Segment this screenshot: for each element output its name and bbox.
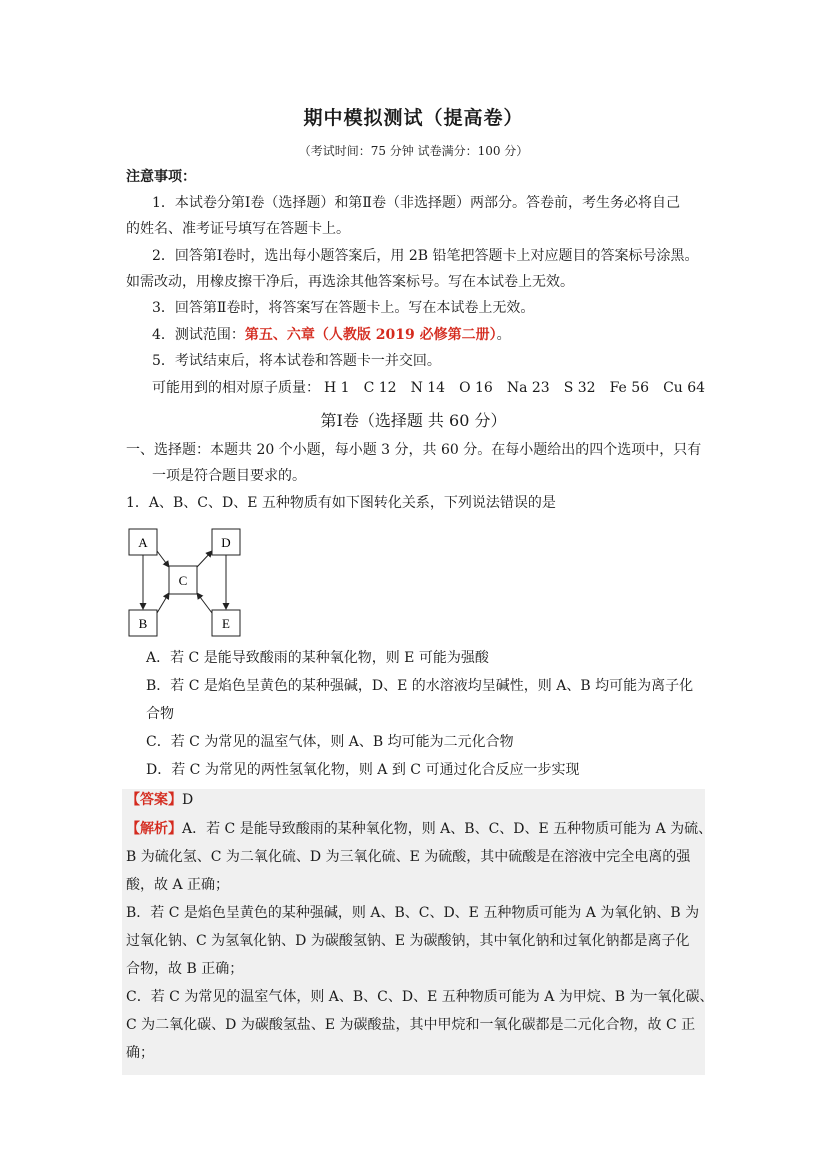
label-d: D: [221, 535, 231, 550]
answer-line: [126, 790, 193, 810]
atomic-mass-label: 可能用到的相对原子质量：: [152, 380, 320, 396]
label-a: A: [138, 535, 148, 550]
section-instruction-line1: 一、选择题：本题共 20 个小题，每小题 3 分，共 60 分。在每小题给出的四个选项中，只有: [126, 442, 702, 458]
question-1-stem: 1．A、B、C、D、E 五种物质有如下图转化关系，下列说法错误的是: [126, 495, 556, 511]
label-e: E: [222, 616, 230, 631]
label-c: C: [178, 573, 188, 588]
option-a: A．若 C 是能导致酸雨的某种氧化物，则 E 可能为强酸: [146, 650, 489, 666]
analysis-c-line2: C 为二氧化碳、D 为碳酸氢盐、E 为碳酸盐，其中甲烷和一氧化碳都是二元化合物，故 C 正: [126, 1017, 696, 1033]
analysis-c-line1: C．若 C 为常见的温室气体，则 A、B、C、D、E 五种物质可能为 A 为甲烷、B 为一氧化碳、: [126, 989, 714, 1005]
section-instruction-line2: 一项是符合题目要求的。: [152, 468, 306, 484]
label-b: B: [138, 616, 148, 631]
option-b-line2: 合物: [146, 706, 174, 722]
exam-subtitle: （考试时间：75 分钟 试卷满分：100 分）: [298, 144, 529, 158]
analysis-a-line1: [126, 819, 712, 839]
answer-value: D: [182, 792, 194, 808]
atomic-mass-s: S 32: [563, 380, 596, 396]
atomic-mass-line: [152, 378, 719, 398]
notice-item-1-line1: 1．本试卷分第Ⅰ卷（选择题）和第Ⅱ卷（非选择题）两部分。答卷前，考生务必将自己: [152, 195, 680, 211]
atomic-mass-o: O 16: [459, 380, 493, 396]
analysis-tag: 【解析】: [126, 821, 182, 837]
conversion-diagram: [126, 523, 246, 641]
notice-heading: 注意事项：: [126, 169, 196, 185]
atomic-mass-na: Na 23: [506, 380, 550, 396]
arrow-c-to-d: [197, 551, 212, 567]
analysis-c-line3: 确；: [126, 1045, 154, 1061]
analysis-b-line1: B．若 C 是焰色呈黄色的某种强碱，则 A、B、C、D、E 五种物质可能为 A 为氧化钠、B 为: [126, 905, 700, 921]
atomic-mass-n: N 14: [410, 380, 446, 396]
option-c: C．若 C 为常见的温室气体，则 A、B 均可能为二元化合物: [146, 734, 514, 750]
atomic-mass-h: H 1: [324, 380, 350, 396]
atomic-mass-cu: Cu 64: [663, 380, 706, 396]
notice-item-4: [152, 325, 511, 345]
atomic-mass-c: C 12: [363, 380, 397, 396]
analysis-a-line2: B 为硫化氢、C 为二氧化硫、D 为三氧化硫、E 为硫酸，其中硫酸是在溶液中完全电离的强: [126, 849, 691, 865]
atomic-mass-fe: Fe 56: [609, 380, 650, 396]
section-title: 第Ⅰ卷（选择题 共 60 分）: [320, 411, 507, 430]
arrow-b-to-c: [157, 593, 169, 613]
notice-item-3: 3．回答第Ⅱ卷时，将答案写在答题卡上。写在本试卷上无效。: [152, 300, 535, 316]
notice-item-1-line2: 的姓名、准考证号填写在答题卡上。: [126, 221, 350, 237]
exam-title: 期中模拟测试（提高卷）: [303, 107, 524, 129]
option-b-line1: B．若 C 是焰色呈黄色的某种强碱，D、E 的水溶液均呈碱性，则 A、B 均可能为离子化: [146, 678, 694, 694]
notice-item-4-prefix: 4．测试范围：: [152, 327, 245, 343]
notice-item-4-suffix: 。: [496, 327, 511, 343]
analysis-a-line3: 酸，故 A 正确；: [126, 877, 230, 893]
test-scope: 第五、六章（人教版 2019 必修第二册）: [244, 327, 497, 343]
arrow-e-to-c: [197, 593, 212, 613]
option-d: D．若 C 为常见的两性氢氧化物，则 A 到 C 可通过化合反应一步实现: [146, 762, 580, 778]
analysis-a-text: A．若 C 是能导致酸雨的某种氧化物，则 A、B、C、D、E 五种物质可能为 A 为硫、: [182, 821, 713, 837]
analysis-b-line2: 过氧化钠、C 为氢氧化钠、D 为碳酸氢钠、E 为碳酸钠，其中氧化钠和过氧化钠都是离子化: [126, 933, 690, 949]
answer-tag: 【答案】: [126, 792, 182, 808]
notice-item-2-line2: 如需改动，用橡皮擦干净后，再选涂其他答案标号。写在本试卷上无效。: [126, 274, 574, 290]
analysis-b-line3: 合物，故 B 正确；: [126, 961, 244, 977]
notice-item-5: 5．考试结束后，将本试卷和答题卡一并交回。: [152, 353, 441, 369]
arrow-a-to-c: [157, 551, 169, 567]
notice-item-2-line1: 2．回答第Ⅰ卷时，选出每小题答案后，用 2B 铅笔把答题卡上对应题目的答案标号涂黑。: [152, 248, 699, 264]
